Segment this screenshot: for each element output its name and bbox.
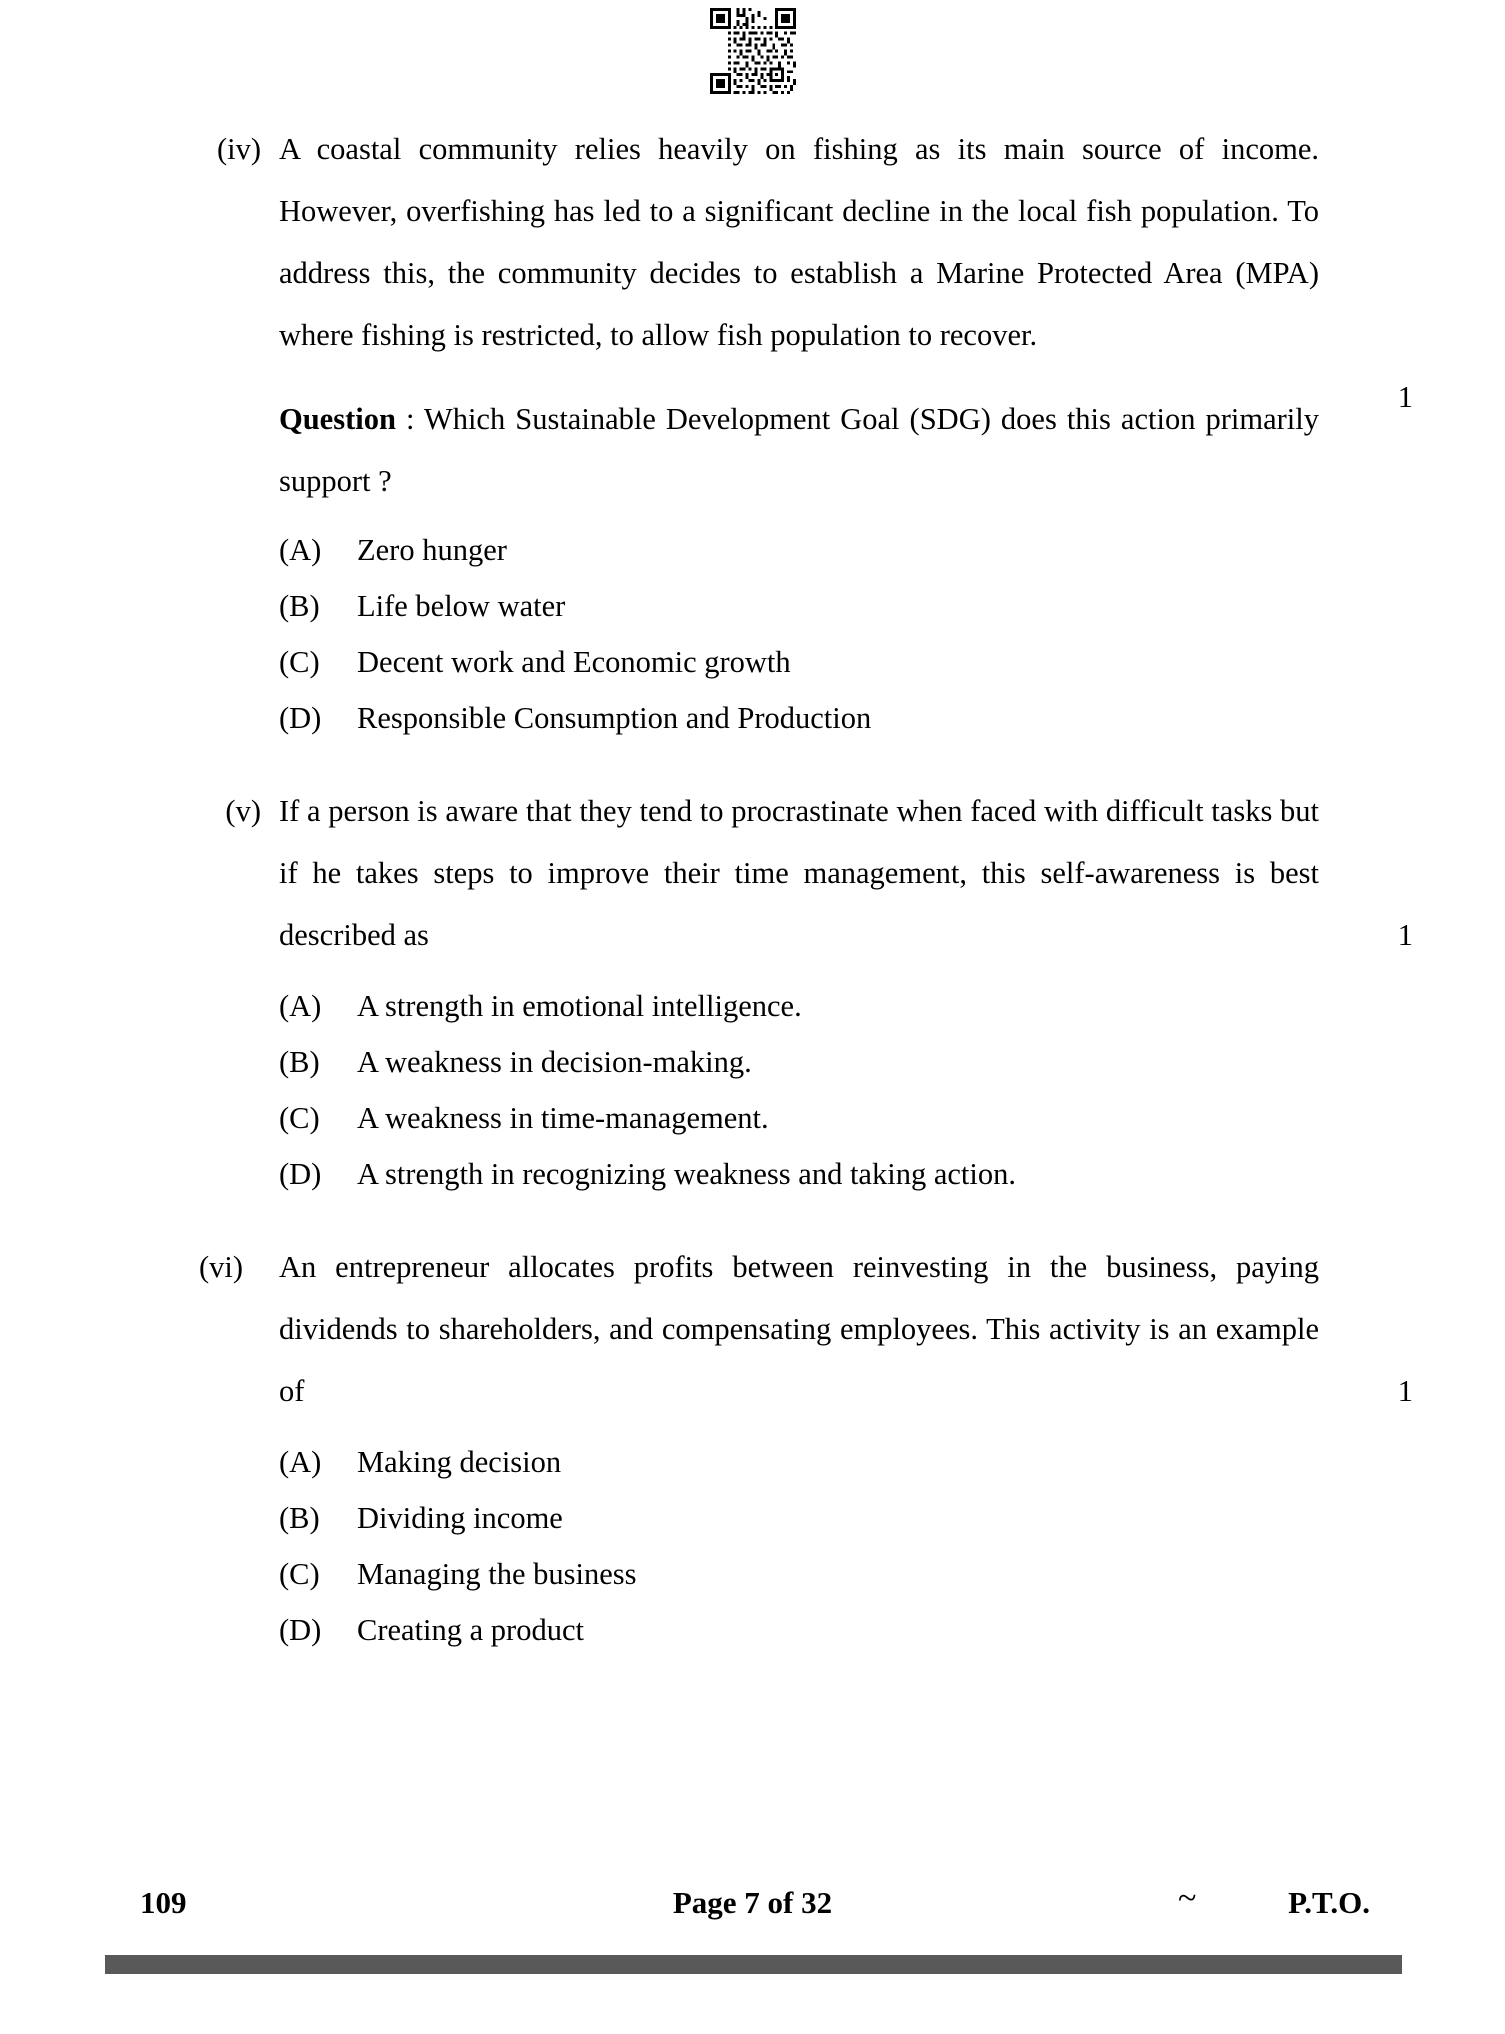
- option-iv-c[interactable]: [279, 634, 1325, 690]
- sub-question-label: Question: [279, 402, 396, 436]
- qr-code: [710, 8, 796, 94]
- option-vi-b-label: (B): [279, 1501, 320, 1535]
- question-vi-row: [195, 1236, 1413, 1422]
- option-vi-b-text: Dividing income: [357, 1501, 563, 1535]
- option-v-a-label: (A): [279, 989, 322, 1023]
- pto-label: P.T.O.: [1288, 1885, 1370, 1920]
- question-iv-row: [195, 118, 1413, 414]
- question-iv-number: (iv): [216, 132, 261, 166]
- question-block-iv: [195, 118, 1413, 746]
- question-v-marks: 1: [1397, 918, 1413, 952]
- sub-question-text: Which Sustainable Development Goal (SDG) does this action primarily support ?: [279, 402, 1319, 498]
- tilde-mark: ~: [1178, 1880, 1197, 1917]
- question-block-v: [195, 780, 1413, 1202]
- option-vi-d-label: (D): [279, 1613, 322, 1647]
- page-footer: [0, 1880, 1505, 1926]
- option-vi-b[interactable]: [279, 1490, 1325, 1546]
- option-iv-a[interactable]: [279, 522, 1325, 578]
- option-iv-b-label: (B): [279, 589, 320, 623]
- option-vi-c-text: Managing the business: [357, 1557, 637, 1591]
- option-v-d-label: (D): [279, 1157, 322, 1191]
- option-v-b[interactable]: [279, 1034, 1325, 1090]
- question-iv-marks: 1: [1397, 380, 1413, 414]
- footer-inner: [0, 1880, 1505, 1926]
- question-vi-options: [279, 1434, 1325, 1658]
- questions-container: [195, 118, 1413, 1692]
- sub-question-separator: :: [395, 402, 424, 436]
- option-vi-c-label: (C): [279, 1557, 320, 1591]
- option-v-a-text: A strength in emotional intelligence.: [357, 989, 802, 1023]
- option-vi-a-label: (A): [279, 1445, 322, 1479]
- question-v-number: (v): [225, 794, 261, 828]
- option-iv-d-text: Responsible Consumption and Production: [357, 701, 872, 735]
- option-iv-b-text: Life below water: [357, 589, 566, 623]
- option-iv-d-label: (D): [279, 701, 322, 735]
- option-v-c-label: (C): [279, 1101, 320, 1135]
- option-vi-d-text: Creating a product: [357, 1613, 584, 1647]
- question-v-stem: If a person is aware that they tend to procrastinate when faced with difficult tasks but if he takes steps to improve their time management, this self-awareness is best described as: [279, 794, 1319, 952]
- option-vi-c[interactable]: [279, 1546, 1325, 1602]
- option-v-b-text: A weakness in decision-making.: [357, 1045, 752, 1079]
- question-block-vi: [195, 1236, 1413, 1658]
- question-v-options: [279, 978, 1325, 1202]
- option-vi-a-text: Making decision: [357, 1445, 562, 1479]
- question-iv-options: [279, 522, 1325, 746]
- option-vi-a[interactable]: [279, 1434, 1325, 1490]
- question-vi-number: (vi): [199, 1250, 244, 1284]
- option-v-d[interactable]: [279, 1146, 1325, 1202]
- option-v-c[interactable]: [279, 1090, 1325, 1146]
- option-iv-d[interactable]: [279, 690, 1325, 746]
- page-indicator: Page 7 of 32: [672, 1885, 833, 1920]
- option-iv-c-label: (C): [279, 645, 320, 679]
- option-iv-b[interactable]: [279, 578, 1325, 634]
- question-v-row: [195, 780, 1413, 966]
- paper-code: 109: [140, 1885, 187, 1920]
- question-vi-stem: An entrepreneur allocates profits between reinvesting in the business, paying dividends to shareholders, and compensating employees. This activity is an example of: [279, 1250, 1319, 1408]
- option-iv-a-text: Zero hunger: [357, 533, 507, 567]
- question-iv-sub-question: [279, 388, 1325, 512]
- option-v-a[interactable]: [279, 978, 1325, 1034]
- footer-rule-bar: [105, 1955, 1402, 1974]
- option-v-b-label: (B): [279, 1045, 320, 1079]
- option-iv-a-label: (A): [279, 533, 322, 567]
- question-vi-marks: 1: [1397, 1374, 1413, 1408]
- option-v-c-text: A weakness in time-management.: [357, 1101, 769, 1135]
- option-vi-d[interactable]: [279, 1602, 1325, 1658]
- option-iv-c-text: Decent work and Economic growth: [357, 645, 791, 679]
- option-v-d-text: A strength in recognizing weakness and taking action.: [357, 1157, 1016, 1191]
- question-iv-stem: A coastal community relies heavily on fishing as its main source of income. However, overfishing has led to a significant decline in the local fish population. To address this, the community decides to establish a Marine Protected Area (MPA) where fishing is restricted, to allow fish population to recover.: [279, 132, 1319, 352]
- qr-code-container: [0, 8, 1505, 94]
